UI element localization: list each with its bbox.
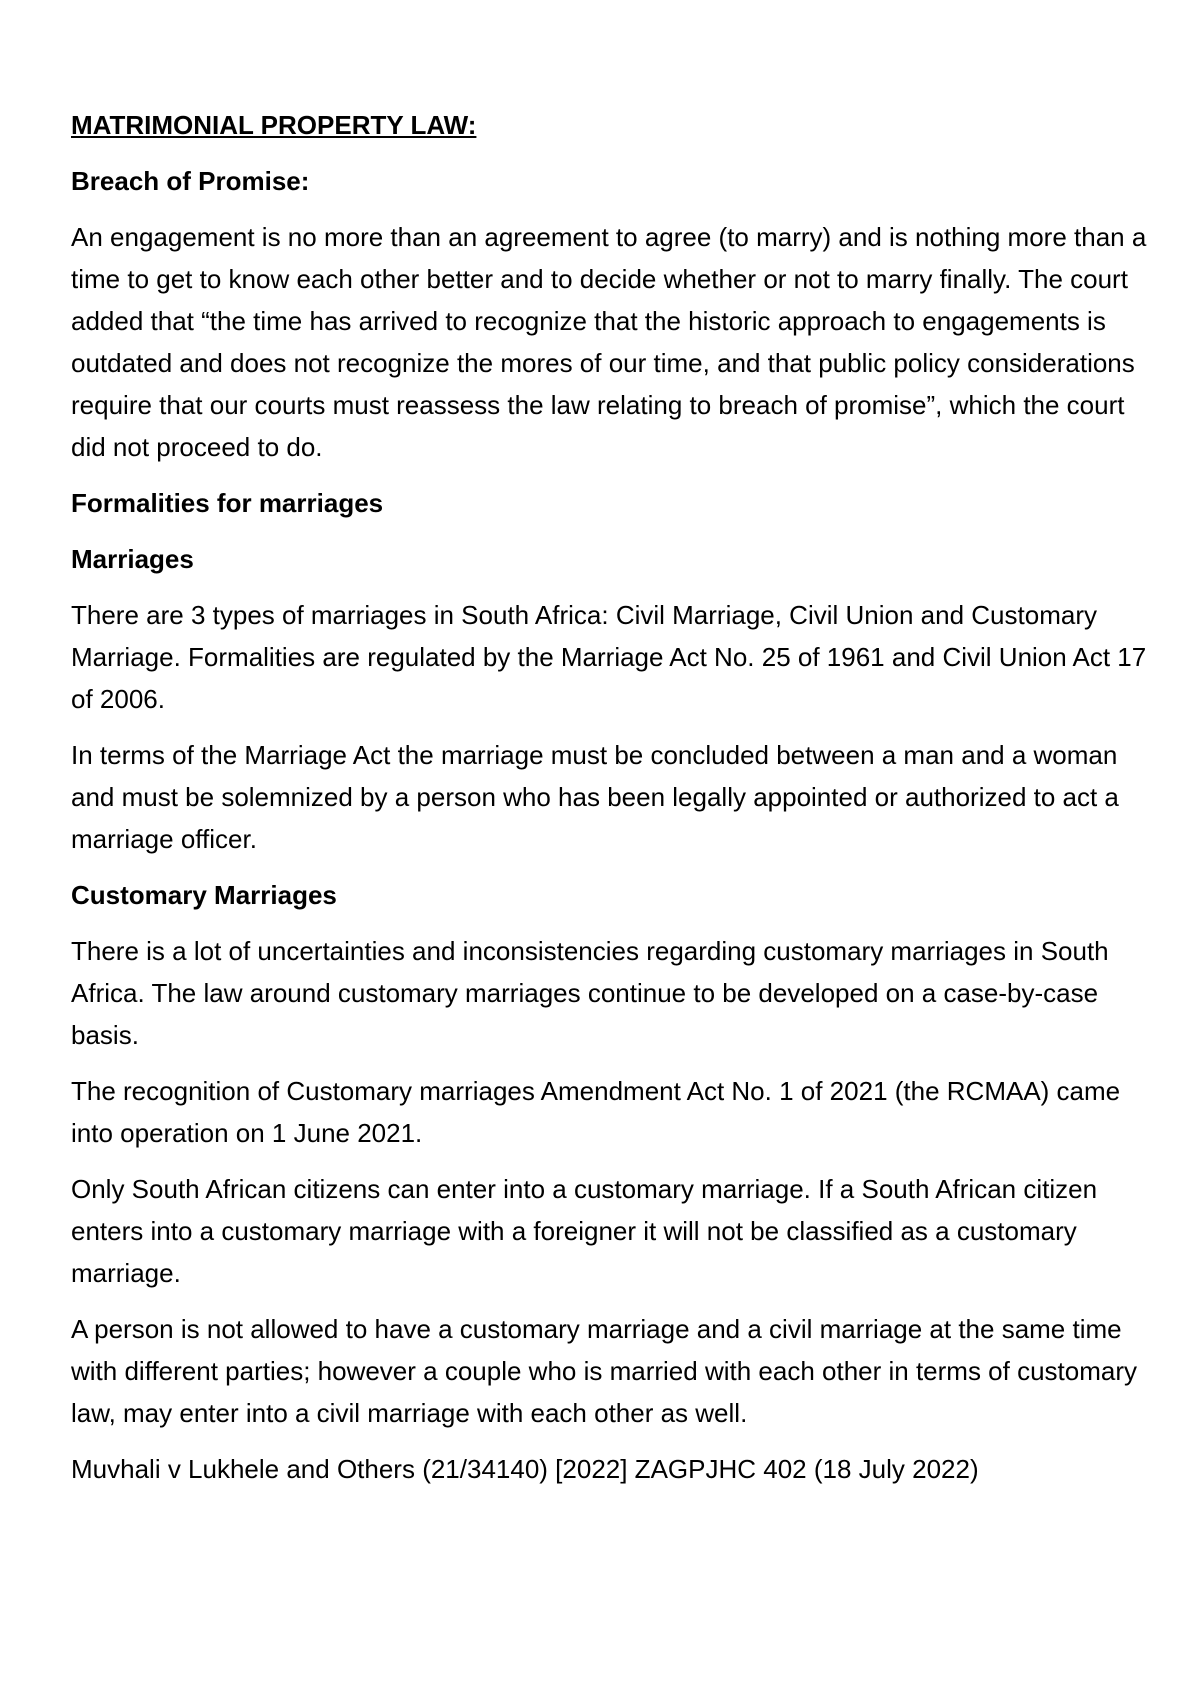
paragraph-engagement: An engagement is no more than an agreement to agree (to marry) and is nothing more than a time to get to know each other better and to decide whether or not to marry finally. The court added that “the time has arrived to recognize that the historic approach to engagements is outdated and does not recognize the mores of our time, and that public policy considerations require that our courts must reassess the law relating to breach of promise”, which the court did not proceed to do. xyxy=(71,222,1147,462)
paragraph-uncertainties: There is a lot of uncertainties and inconsistencies regarding customary marriages in South Africa. The law around customary marriages continue to be developed on a case-by-case basis. xyxy=(71,936,1109,1050)
paragraph-citizens: Only South African citizens can enter into a customary marriage. If a South African citizen enters into a customary marriage with a foreigner it will not be classified as a customary marriage. xyxy=(71,1174,1098,1288)
heading-breach-of-promise: Breach of Promise: xyxy=(71,166,310,196)
document-page xyxy=(71,104,1151,1504)
paragraph-case-citation: Muvhali v Lukhele and Others (21/34140) [2022] ZAGPJHC 402 (18 July 2022) xyxy=(71,1454,979,1484)
heading-formalities: Formalities for marriages xyxy=(71,488,384,518)
paragraph-rcmaa: The recognition of Customary marriages Amendment Act No. 1 of 2021 (the RCMAA) came into operation on 1 June 2021. xyxy=(71,1076,1121,1148)
heading-customary-marriages: Customary Marriages xyxy=(71,880,337,910)
heading-marriages: Marriages xyxy=(71,544,194,574)
paragraph-civil-and-customary: A person is not allowed to have a customary marriage and a civil marriage at the same time with different parties; however a couple who is married with each other in terms of customary law, may enter into a civil marriage with each other as well. xyxy=(71,1314,1137,1428)
paragraph-marriage-act: In terms of the Marriage Act the marriage must be concluded between a man and a woman and must be solemnized by a person who has been legally appointed or authorized to act a marriage officer. xyxy=(71,740,1119,854)
paragraph-types-of-marriages: There are 3 types of marriages in South Africa: Civil Marriage, Civil Union and Customary Marriage. Formalities are regulated by the Marriage Act No. 25 of 1961 and Civil Union Act 17 of 2006. xyxy=(71,600,1147,714)
document-title: MATRIMONIAL PROPERTY LAW: xyxy=(71,110,477,140)
